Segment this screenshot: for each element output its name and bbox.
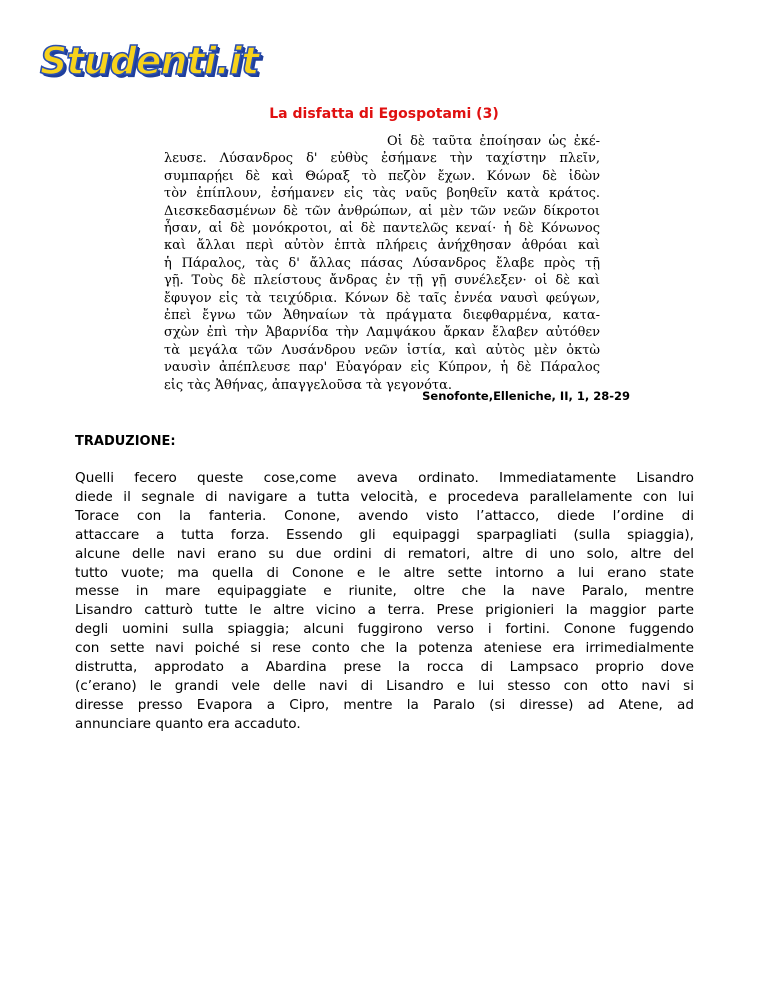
greek-line: τὸν ἐπίπλουν, ἐσήμανεν εἰς τὰς ναῦς βοηθεῖν κατὰ κράτος. bbox=[164, 186, 600, 202]
translation-line: messe in mare equipaggiate e riunite, oltre che la nave Paralo, mentre bbox=[75, 583, 694, 600]
greek-line: σχὼν ἐπὶ τὴν Ἀβαρνίδα τὴν Λαμψάκου ἄρκαν ἔλαβεν αὐτόθεν bbox=[164, 325, 600, 341]
greek-line: ἡ Πάραλος, τὰς δ' ἄλλας πάσας Λύσανδρος ἔλαβε πρὸς τῇ bbox=[164, 255, 600, 271]
translation-heading: TRADUZIONE: bbox=[75, 434, 176, 449]
greek-line: Οἱ δὲ ταῦτα ἐποίησαν ὡς ἐκέ- bbox=[387, 134, 600, 149]
translation-line: alcune delle navi erano su due ordini di rematori, altre di uno solo, altre del bbox=[75, 545, 694, 562]
translation-line: con sette navi poiché si rese conto che la potenza ateniese era irrimedialmente bbox=[75, 640, 694, 657]
document-title: La disfatta di Egospotami (3) bbox=[269, 106, 499, 122]
greek-line: τὰ μεγάλα τῶν Λυσάνδρου νεῶν ἱστία, καὶ αὐτὸς μὲν ὀκτὼ bbox=[164, 342, 600, 358]
greek-line: ἦσαν, αἱ δὲ μονόκροτοι, αἱ δὲ παντελῶς κεναί· ἡ δὲ Κόνωνος bbox=[164, 221, 600, 237]
greek-line: ναυσὶν ἀπέπλευσε παρ' Εὐαγόραν εἰς Κύπρον, ἡ δὲ Πάραλος bbox=[164, 360, 600, 376]
greek-line: γῇ. Τοὺς δὲ πλείστους ἄνδρας ἐν τῇ γῇ συνέλεξεν· οἱ δὲ καὶ bbox=[164, 273, 600, 289]
translation-line: diresse presso Evapora a Cipro, mentre la Paralo (si diresse) ad Atene, ad bbox=[75, 696, 694, 713]
translation-line: distrutta, approdato a Abardina prese la rocca di Lampsaco proprio dove bbox=[75, 659, 694, 676]
greek-line: συμπαρῄει δὲ καὶ Θώραξ τὸ πεζὸν ἔχων. Κόνων δὲ ἰδὼν bbox=[164, 168, 600, 184]
source-citation: Senofonte,Elleniche, II, 1, 28-29 bbox=[422, 389, 630, 403]
translation-line: Lisandro catturò tutte le altre vicino a terra. Prese prigionieri la maggior parte bbox=[75, 602, 694, 619]
translation-line: attaccare a tutta forza. Essendo gli equipaggi sparpagliati (sulla spiaggia), bbox=[75, 526, 694, 543]
studenti-logo[interactable]: Studenti.it bbox=[40, 39, 259, 83]
greek-line: καὶ ἄλλαι περὶ αὐτὸν ἑπτὰ πλήρεις ἀνήχθησαν ἀθρόαι καὶ bbox=[164, 238, 600, 254]
greek-line: Διεσκεδασμένων δὲ τῶν ἀνθρώπων, αἱ μὲν τῶν νεῶν δίκροτοι bbox=[164, 203, 600, 219]
translation-line: tutto vuote; ma quella di Conone e le altre sette intorno a lui erano state bbox=[75, 564, 694, 581]
greek-line: λευσε. Λύσανδρος δ' εὐθὺς ἐσήμανε τὴν ταχίστην πλεῖν, bbox=[164, 151, 600, 167]
greek-line: εἰς τὰς Ἀθήνας, ἀπαγγελοῦσα τὰ γεγονότα. bbox=[164, 377, 453, 393]
translation-line: degli uomini sulla spiaggia; alcuni fuggirono verso i fortini. Conone fuggendo bbox=[75, 621, 694, 638]
translation-line: Quelli fecero queste cose,come aveva ordinato. Immediatamente Lisandro bbox=[75, 470, 694, 486]
translation-line: diede il segnale di navigare a tutta velocità, e procedeva parallelamente con lui bbox=[75, 488, 694, 505]
translation-line: Torace con la fanteria. Conone, avendo visto l’attacco, diede l’ordine di bbox=[75, 507, 694, 524]
greek-text-block bbox=[164, 133, 600, 394]
translation-line: (c’erano) le grandi vele delle navi di Lisandro e lui stesso con otto navi si bbox=[75, 677, 694, 694]
translation-line: annunciare quanto era accaduto. bbox=[75, 715, 301, 732]
greek-line: ἐπεὶ ἔγνω τῶν Ἀθηναίων τὰ πράγματα διεφθαρμένα, κατα- bbox=[164, 308, 600, 324]
translation-paragraph bbox=[75, 469, 694, 734]
greek-line: ἔφυγον εἰς τὰ τειχύδρια. Κόνων δὲ ταῖς ἐννέα ναυσὶ φεύγων, bbox=[164, 290, 600, 306]
